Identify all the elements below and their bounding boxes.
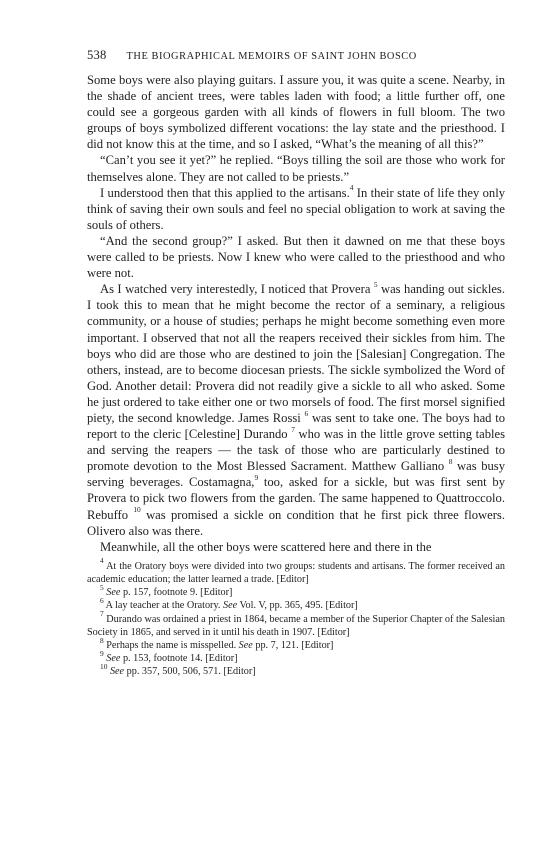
footnote-marker: 8 bbox=[100, 635, 104, 645]
text-run: was sent to take one. The boys had to report to the cleric [Celestine] Durando bbox=[87, 410, 505, 442]
body-paragraph bbox=[87, 152, 505, 184]
text-run: At the Oratory boys were divided into two groups: students and artisans. The former received an academic education; the latter learned a trade. [Editor] bbox=[87, 560, 505, 586]
text-run: Vol. V, pp. 365, 495. [Editor] bbox=[237, 600, 358, 612]
footnote bbox=[87, 662, 505, 678]
footnote bbox=[87, 635, 505, 652]
footnote bbox=[87, 556, 505, 586]
text-run: Meanwhile, all the other boys were scattered here and there in the bbox=[100, 539, 432, 554]
italic-text: See bbox=[238, 640, 253, 652]
footnote-marker: 9 bbox=[254, 473, 259, 483]
text-run: pp. 357, 500, 506, 571. [Editor] bbox=[124, 666, 256, 678]
body-paragraph bbox=[87, 281, 505, 539]
footnote bbox=[87, 648, 505, 665]
book-page bbox=[87, 48, 505, 679]
italic-text: See bbox=[222, 600, 238, 612]
footnote-marker: 8 bbox=[448, 457, 453, 467]
footnote-marker: 6 bbox=[304, 408, 309, 418]
footnote bbox=[87, 596, 505, 612]
text-run: In their state of life they only think of saving their own souls and feel no special obligation to work at saving the souls of others. bbox=[87, 185, 505, 232]
italic-text: See bbox=[106, 653, 121, 665]
text-run: too, asked for a sickle, but was first sent by Provera to pick two flowers from the garden. The same happened to Quattroccolo. Rebuffo bbox=[87, 475, 505, 522]
text-run: Durando was ordained a priest in 1864, became a member of the Superior Chapter of the Salesian Society in 1865, and served in it until his death in 1907. [Editor] bbox=[87, 613, 505, 638]
text-run: was busy serving beverages. Costamagna, bbox=[87, 459, 505, 490]
body-paragraph bbox=[87, 72, 505, 152]
text-run: p. 157, footnote 9. [Editor] bbox=[120, 587, 233, 599]
footnote-marker: 7 bbox=[291, 424, 295, 434]
italic-text: See bbox=[106, 587, 121, 599]
text-run: A lay teacher at the Oratory. bbox=[103, 600, 223, 612]
footnotes bbox=[87, 556, 505, 679]
body-text bbox=[87, 72, 505, 555]
body-paragraph bbox=[87, 185, 505, 233]
text-run: Perhaps the name is misspelled. bbox=[103, 640, 239, 652]
text-run: was handing out sickles. I took this to mean that he might become the rector of a seminary, a religious community, or a house of studies; perhaps he might become something even more important. I observed that not all the reapers received their sickles from him. The boys who did are those who are destined to join the [Salesian] Congregation. The others, instead, are to become diocesan priests. The sickle symbolized the Word of God. Another detail: Provera did not readily give a sickle to all who asked. Some he just ordered to take either one or two morsels of food. The first morsel signified piety, the second knowledge. James Rossi bbox=[87, 282, 505, 425]
body-paragraph bbox=[87, 539, 505, 555]
footnote-marker: 6 bbox=[100, 596, 104, 606]
body-paragraph bbox=[87, 233, 505, 281]
text-run: was promised a sickle on condition that he first pick three flowers. Olivero also was there. bbox=[87, 507, 505, 538]
footnote-marker: 5 bbox=[373, 280, 378, 290]
text-run: Some boys were also playing guitars. I assure you, it was quite a scene. Nearby, in the shade of ancient trees, were tables laden with food; a little further off, one could see a gorgeous garden with all kinds of flowers in full bloom. The two groups of boys symbolized different vocations: the lay state and the priesthood. I did not know this at the time, and so I asked, “What’s the meaning of all this?” bbox=[87, 73, 505, 152]
footnote-marker: 4 bbox=[349, 183, 354, 193]
footnote bbox=[87, 609, 505, 639]
text-run: I understood then that this applied to the artisans. bbox=[100, 185, 350, 200]
footnote-marker: 7 bbox=[100, 609, 104, 619]
text-run: pp. 7, 121. [Editor] bbox=[252, 640, 334, 652]
running-title: THE BIOGRAPHICAL MEMOIRS OF SAINT JOHN BOSCO bbox=[126, 51, 417, 62]
text-run: As I watched very interestedly, I noticed that Provera bbox=[100, 282, 374, 297]
footnote-marker: 5 bbox=[100, 582, 104, 592]
text-run: “Can’t you see it yet?” he replied. “Boys tilling the soil are those who work for themselves alone. They are not called to be priests.” bbox=[87, 153, 505, 184]
footnote-marker: 10 bbox=[100, 662, 108, 672]
text-run: “And the second group?” I asked. But then it dawned on me that these boys were called to be priests. Now I knew who were called to the priesthood and who were not. bbox=[87, 233, 505, 281]
text-run: who was in the little grove setting tables and serving the reapers — the task of those who are particularly destined to promote devotion to the Most Blessed Sacrament. Matthew Galliano bbox=[87, 427, 506, 474]
footnote-marker: 9 bbox=[100, 648, 104, 658]
running-header bbox=[87, 48, 505, 63]
italic-text: See bbox=[109, 666, 125, 678]
footnote-marker: 4 bbox=[100, 556, 104, 566]
footnote-marker: 10 bbox=[133, 505, 141, 515]
text-run: p. 153, footnote 14. [Editor] bbox=[120, 653, 238, 665]
page-number: 538 bbox=[87, 48, 107, 62]
footnote bbox=[87, 582, 505, 599]
